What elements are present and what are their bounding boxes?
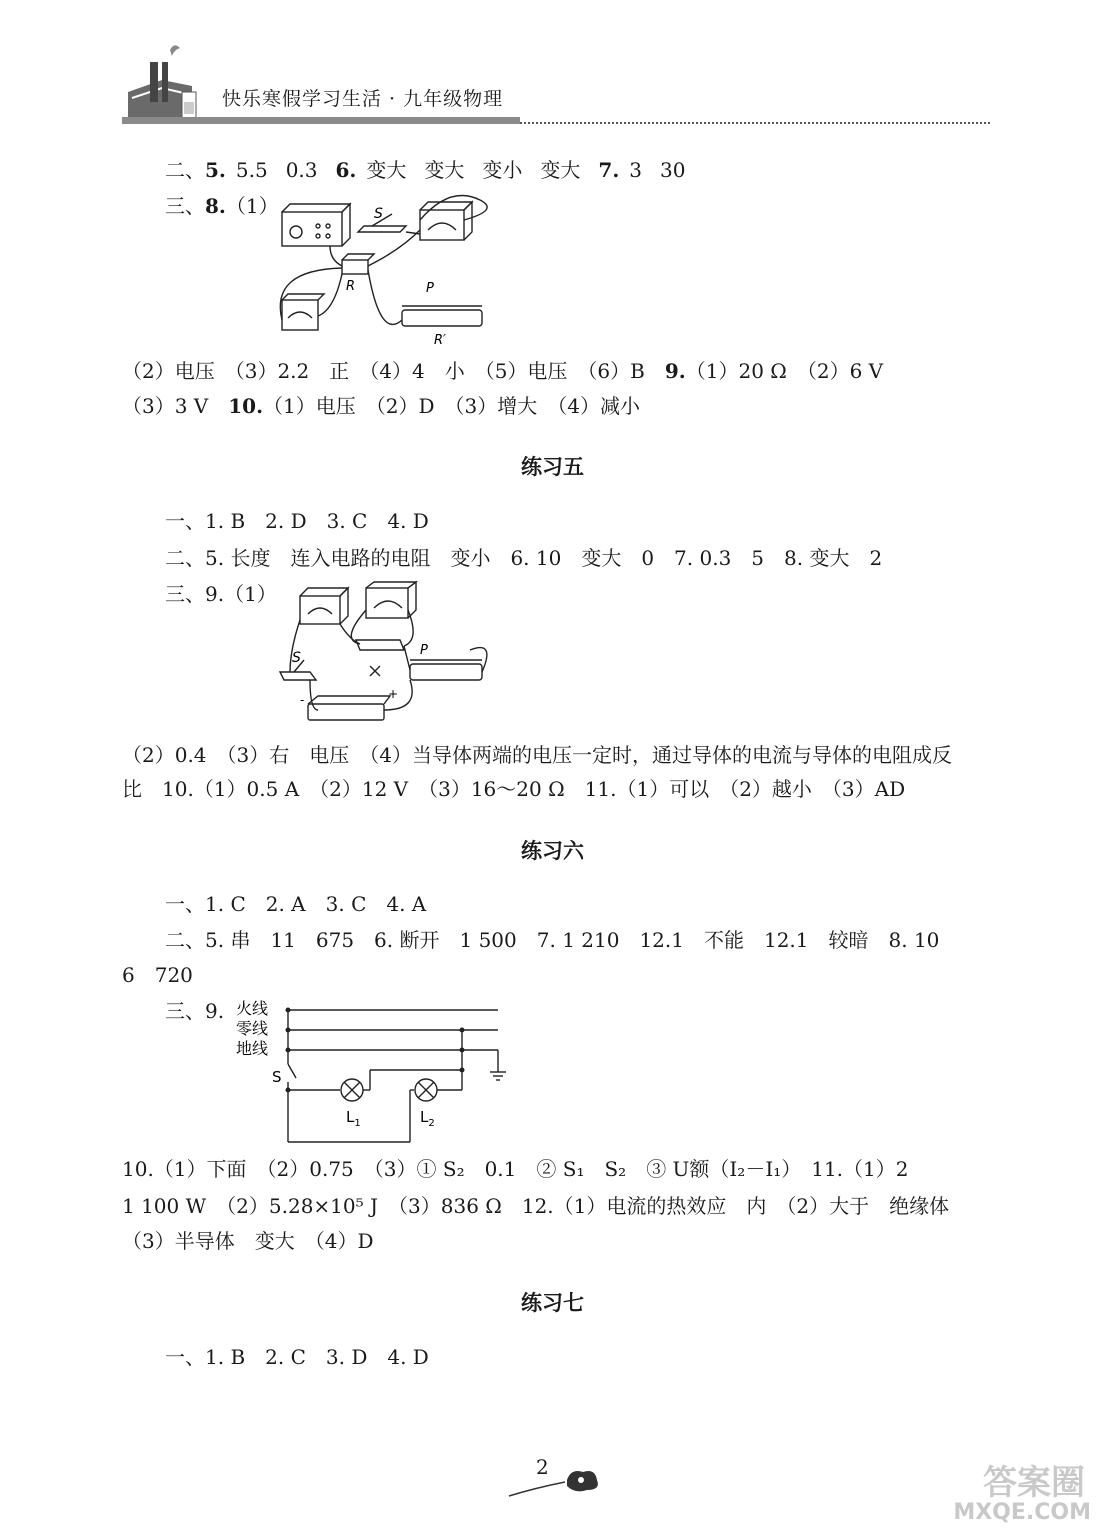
- ex6-line-7: （3）半导体 变大 （4）D: [122, 1229, 374, 1253]
- ex5-line-1: 一、1. B 2. D 3. C 4. D: [165, 509, 429, 533]
- ex7-line-1: 一、1. B 2. C 3. D 4. D: [165, 1345, 429, 1369]
- answer-line-4: （3）3 V 10.（1）电压 （2）D （3）增大 （4）减小: [122, 394, 640, 418]
- header-title: 快乐寒假学习生活 · 九年级物理: [222, 88, 504, 110]
- ex6-line-4: 三、9.: [165, 999, 225, 1023]
- ex6-line-5: 10.（1）下面 （2）0.75 （3）① S₂ 0.1 ② S₁ S₂ ③ U额（I₂－I₁） 11.（1）2: [122, 1157, 909, 1181]
- header-logo: [122, 40, 222, 120]
- circuit-figure-8: [270, 190, 500, 350]
- watermark-top: 答案圈: [983, 1463, 1085, 1503]
- ex6-line-2: 二、5. 串 11 675 6. 断开 1 500 7. 1 210 12.1 不能 12.1 较暗 8. 10: [165, 928, 940, 952]
- answer-line-3: （2）电压 （3）2.2 正 （4）4 小 （5）电压 （6）B 9.（1）20 Ω （2）6 V: [122, 359, 884, 383]
- answer-line-2: 三、8.（1）: [165, 194, 279, 218]
- fig9-label-p: P: [420, 643, 428, 658]
- fig8-label-rprime: R′: [434, 333, 446, 348]
- ex5-line-5: 比 10.（1）0.5 A （2）12 V （3）16～20 Ω 11.（1）可以 （2）越小 （3）AD: [122, 777, 906, 801]
- label-ground-wire: 地线: [236, 1039, 269, 1058]
- label-lamp-l2: $L_2$: [420, 1108, 435, 1129]
- ex6-line-6: 1 100 W （2）5.28×10⁵ J （3）836 Ω 12.（1）电流的热效应 内 （2）大于 绝缘体: [122, 1194, 950, 1218]
- section-title-ex6: 练习六: [521, 838, 584, 863]
- fig8-label-s: S: [374, 206, 383, 222]
- section-title-ex7: 练习七: [521, 1290, 584, 1315]
- fig9-label-plus: +: [388, 687, 399, 701]
- footer-swoosh-ornament: [505, 1466, 605, 1502]
- answer-line-1: 二、5. 5.5 0.3 6. 变大 变大 变小 变大 7. 3 30: [165, 158, 686, 182]
- fig9-label-minus: -: [300, 693, 305, 707]
- label-switch-s: S: [272, 1068, 282, 1086]
- header-bar: [122, 117, 520, 124]
- ex5-line-4: （2）0.4 （3）右 电压 （4）当导体两端的电压一定时，通过导体的电流与导体的电阻成反: [122, 743, 952, 767]
- fig8-label-p: P: [426, 281, 434, 296]
- fig8-label-r: R: [346, 279, 356, 294]
- circuit-figure-9: [270, 580, 500, 730]
- label-lamp-l1: $L_1$: [346, 1108, 361, 1129]
- label-neutral-wire: 零线: [236, 1019, 269, 1038]
- household-circuit-figure: [230, 992, 520, 1152]
- ex5-line-3: 三、9.（1）: [165, 582, 277, 606]
- page-number: 2: [536, 1455, 549, 1479]
- section-title-ex5: 练习五: [521, 454, 584, 479]
- header-dotted-rule: [520, 122, 990, 124]
- ex5-line-2: 二、5. 长度 连入电路的电阻 变小 6. 10 变大 0 7. 0.3 5 8. 变大 2: [165, 546, 883, 570]
- watermark-bottom: MXQE.COM: [953, 1500, 1091, 1525]
- ex6-line-3: 6 720: [122, 963, 193, 987]
- ex6-line-1: 一、1. C 2. A 3. C 4. A: [165, 892, 427, 916]
- fig9-label-s: S: [292, 650, 301, 666]
- label-fire-wire: 火线: [236, 999, 269, 1018]
